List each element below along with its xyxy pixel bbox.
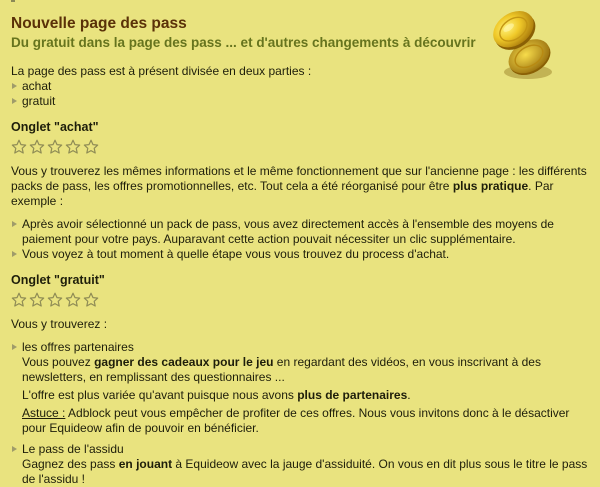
section-title-achat: Onglet "achat" xyxy=(11,120,99,134)
assidu-text xyxy=(22,457,589,487)
text-segment: . xyxy=(407,388,411,402)
list-item-heading: les offres partenaires xyxy=(22,340,134,354)
text-segment: Gagnez des pass xyxy=(22,457,119,471)
bold-text: plus de partenaires xyxy=(297,388,408,402)
text-segment: Vous y trouverez les mêmes informations et le même fonctionnement que sur l'ancienne page : les différents packs de pass, les offres promotionnelles, etc. Tout cela a été réorganisé pour être xyxy=(11,164,587,193)
parts-list xyxy=(11,79,589,109)
page-title: Nouvelle page des pass xyxy=(11,15,187,32)
star-icon[interactable] xyxy=(29,139,45,155)
list-item-partner-offers xyxy=(11,340,589,436)
rating-stars-gratuit xyxy=(11,292,589,308)
text-segment: . Par exemple : xyxy=(11,179,554,208)
star-icon[interactable] xyxy=(11,292,27,308)
star-icon[interactable] xyxy=(65,139,81,155)
partner-variety-text xyxy=(22,388,589,403)
top-edge-mark xyxy=(11,0,15,2)
list-item-assidu-pass xyxy=(11,442,589,487)
text-segment: L'offre est plus variée qu'avant puisque nous avons xyxy=(22,388,298,402)
intro-text: La page des pass est à présent divisée en deux parties : xyxy=(11,64,312,78)
page-subtitle: Du gratuit dans la page des pass ... et d'autres changements à découvrir xyxy=(11,35,476,50)
bold-text: gagner des cadeaux pour le jeu xyxy=(94,355,274,369)
list-item-heading: Le pass de l'assidu xyxy=(22,442,124,456)
star-icon[interactable] xyxy=(29,292,45,308)
section-title-gratuit: Onglet "gratuit" xyxy=(11,273,105,287)
tip-label: Astuce : xyxy=(22,406,66,420)
text-segment: Adblock peut vous empêcher de profiter de ces offres. Nous vous invitons donc à le désactiver pour Equideow afin de pouvoir en bénéficier. xyxy=(22,406,570,435)
star-icon[interactable] xyxy=(65,292,81,308)
partner-offers-text xyxy=(22,355,589,385)
adblock-tip xyxy=(22,406,589,436)
star-icon[interactable] xyxy=(11,139,27,155)
star-icon[interactable] xyxy=(47,139,63,155)
achat-description xyxy=(11,164,589,209)
bold-text: en jouant xyxy=(118,457,173,471)
text-segment: à Equideow avec la jauge d'assiduité. On vous en dit plus sous le titre le pass de l'assidu ! xyxy=(22,457,588,486)
text-segment: en regardant des vidéos, en vous inscrivant à des newsletters, en remplissant des questionnaires ... xyxy=(22,355,541,384)
article-body xyxy=(11,64,589,487)
list-item-achat: achat xyxy=(11,79,589,94)
achat-list xyxy=(11,217,589,262)
bold-text: plus pratique xyxy=(452,179,529,193)
list-item-gratuit: gratuit xyxy=(11,94,589,109)
text-segment: Vous pouvez xyxy=(22,355,95,369)
list-item: Après avoir sélectionné un pack de pass, vous avez directement accès à l'ensemble des moyens de paiement pour votre pays. Auparavant cette action pouvait nécessiter un clic supplémentaire. xyxy=(11,217,589,247)
star-icon[interactable] xyxy=(83,139,99,155)
gratuit-intro: Vous y trouverez : xyxy=(11,317,108,331)
star-icon[interactable] xyxy=(83,292,99,308)
star-icon[interactable] xyxy=(47,292,63,308)
list-item: Vous voyez à tout moment à quelle étape vous vous trouvez du process d'achat. xyxy=(11,247,589,262)
gratuit-list xyxy=(11,340,589,487)
rating-stars-achat xyxy=(11,139,589,155)
